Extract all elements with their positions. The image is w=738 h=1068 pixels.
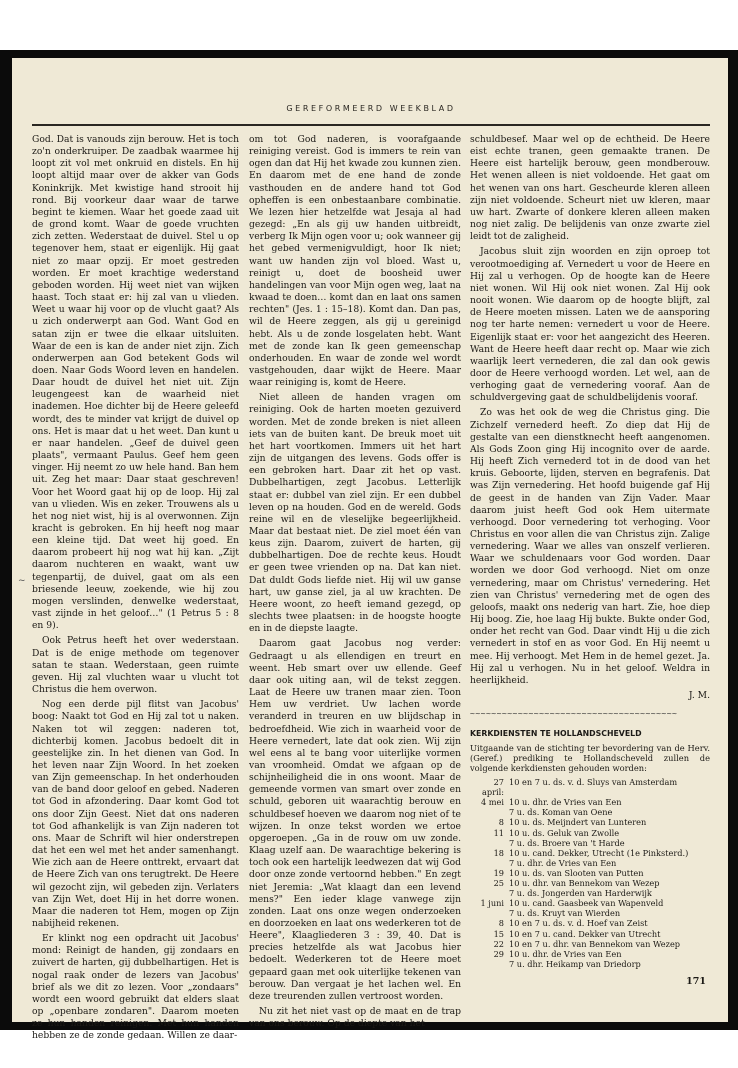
service-schedule [470, 777, 710, 969]
page-header: GEREFORMEERD WEEKBLAD [286, 104, 456, 113]
schedule-lines [509, 939, 710, 949]
schedule-row [470, 878, 710, 898]
schedule-date: 1 juni [480, 898, 504, 909]
paragraph: Zo was het ook de weg die Christus ging. Die Zichzelf vernederd heeft. Zo diep dat Hij de gestalte van een dienstknecht heeft aangenomen. Als Gods Zoon ging Hij incognito over de aarde. Hij heeft Zich vernederd tot in de dood van het kruis. Geboorte, lijden, sterven en begrafenis. Dat was Zijn vernedering. Het hoofd buigende gaf Hij de geest in de handen van Zijn Vader. Maar daarom juist heeft God ook Hem uitermate verhoogd. Door vernedering tot verhoging. Voor Christus en voor allen die van Christus zijn. Zalige vernedering. Waar we alles van onszelf verlieren. Waar we schuldenaars voor God worden. Daar worden we door God verhoogd. Niet om onze vernedering, maar om Christus' vernedering. Het zien van Christus' vernedering met de ogen des geloofs, maakt ons nederig van hart. Zie, hoe diep Hij boog. Zie, hoe laag Hij bukte. Bukte onder God, onder het recht van God. Daar vindt Hij u die zich vernedert in stof en as voor God. En Hij neemt u mee. Hij verhoogt. Met Hem in de hemel gezet. Ja. Hij zal u verhogen. Nu in het geloof. Weldra in heerlijkheid. [470, 407, 710, 686]
margin-mark: ~ [18, 576, 26, 586]
paragraph: Ook Petrus heeft het over wederstaan. Dat is de enige methode om tegenover satan te staan. Wederstaan, geen ruimte geven. Hij zal vluchten waar u vlucht tot Christus die hem overwon. [32, 635, 239, 696]
schedule-entry: 10 u. cand. Gaasbeek van Wapenveld [509, 898, 664, 909]
schedule-row [470, 929, 710, 939]
schedule-date: 8 [498, 918, 504, 929]
author-signature: J. M. [688, 690, 710, 702]
paragraph: God. Dat is vanouds zijn berouw. Het is toch zo'n onderkruiper. De zaadbak waarmee hij loopt zit vol met onkruid en distels. En hij loopt altijd maar over de akker van Gods Koninkrijk. Met kwistige hand strooit hij rond. Bij voorkeur daar waar de tarwe begint te kiemen. Waar het goede zaad uit de grond komt. Waar de goede vruchten zich zetten. Wederstaat de duivel. Stel u op tegenover hem, staat er eigenlijk. Hij gaat niet zo maar opzij. Er moet gestreden worden. Er moet krachtige wederstand geboden worden. Hij weet niet van wijken haast. Toch staat er: hij zal van u vlieden. Weet u waar hij voor op de vlucht gaat? Als u zich onderwerpt aan God. Want God en satan zijn er twee die elkaar uitsluiten. Waar de een is kan de ander niet zijn. Zich onderwerpen aan God betekent Gods wil doen. Naar Gods Woord leven en handelen. Daar houdt de duivel het niet uit. Zijn leugengeest kan de waarheid niet inademen. Hoe dichter bij de Heere geleefd wordt, des te minder vat krijgt de duivel op ons. Het is maar dat u het weet. Dan kunt u er naar handelen. „Geef de duivel geen plaats", vermaant Paulus. Geef hem geen vinger. Hij neemt zo uw hele hand. Ban hem uit. Zeg het maar: Daar staat geschreven! Voor het Woord gaat hij op de loop. Hij zal van u vlieden. Wis en zeker. Trouwens als u het nog niet wist, hij is al overwonnen. Zijn kracht is gebroken. En hij heeft nog maar een kleine tijd. Dat weet hij goed. En daarom probeert hij nog wat hij kan. „Zijt daarom nuchteren en waakt, want uw tegenpartij, de duivel, gaat om als een briesende leeuw, zoekende, wie hij zou mogen verslinden, denwelke wederstaat, vast zijnde in het geloof…" (1 Petrus 5 : 8 en 9). [32, 134, 239, 632]
paragraph: Nu zit het niet vast op de maat en de trap van ons berouw. Op de diepte van het [249, 1006, 461, 1030]
schedule-date: 8 [498, 817, 504, 828]
schedule-entry: 7 u. ds. Broere van 't Harde [509, 837, 625, 848]
schedule-lines [509, 797, 710, 817]
notice-intro: Uitgaande van de stichting ter bevordering van de Herv. (Geref.) prediking te Hollandscheveld zullen de volgende kerkdiensten gehouden worden: [470, 742, 710, 773]
schedule-date: 22 [493, 938, 504, 949]
schedule-lines [509, 828, 710, 848]
schedule-date: 27 april: [481, 777, 504, 798]
schedule-date: 19 [493, 867, 504, 878]
ornamental-divider: ~~~~~~~~~~~~~~~~~~~~~~~~~~~~~~~~~~~~~~~ [470, 709, 678, 719]
schedule-date: 25 [493, 878, 504, 889]
page-number: 171 [686, 976, 706, 987]
column-3 [470, 134, 710, 969]
schedule-row [470, 918, 710, 928]
schedule-row [470, 949, 710, 969]
schedule-row [470, 777, 710, 797]
schedule-entry: 7 u. ds. Kruyt van Wierden [509, 908, 621, 919]
schedule-date: 29 [493, 948, 504, 959]
schedule-row [470, 939, 710, 949]
schedule-entry: 10 u. ds. van Slooten van Putten [509, 867, 644, 878]
schedule-entry: 7 u. dhr. de Vries van Een [509, 857, 617, 868]
schedule-entry: 10 u. ds. Meijndert van Lunteren [509, 817, 647, 828]
paragraph: Daarom gaat Jacobus nog verder: Gedraagt u als ellendigen en treurt en weent. Heb smart over uw ellende. Geef daar ook uiting aan, wil de tekst zeggen. Laat de Heere uw tranen maar zien. Toon Hem uw verdriet. Uw lachen worde veranderd in treuren en uw blijdschap in bedroefdheid. Wie zich in waarheid voor de Heere vernedert, late dat ook zien. Wij zijn wel eens al te bang voor uiterlijke vormen van vroomheid. Omdat we afgaan op de schijnheiligheid die in ons woont. Maar de gemeende vormen van smart over zonde en schuld, geboren uit waarachtig berouw en schuldbesef hoeven we daarom nog niet of te wijzen. In onze tekst worden we ertoe opgeroepen. „Ga in de rouw om uw zonde. Klaag uzelf aan. De waarachtige bekering is toch ook een hartelijk leedwezen dat wij God door onze zonde vertoornd hebben." En zegt niet Jeremia: „Wat klaagt dan een levend mens?" Een ieder klage vanwege zijn zonden. Laat ons onze wegen onderzoeken en doorzoeken en laat ons wederkeren tot de Heere", Klaagliederen 3 : 39, 40. Dat is precies hetzelfde als wat Jacobus hier bedoelt. Wederkeren tot de Heere moet gepaard gaan met ook uiterlijke tekenen van berouw. Dan vergaat je het lachen wel. En deze treurenden zullen vertroost worden. [249, 638, 461, 1002]
schedule-date: 18 [493, 847, 504, 858]
schedule-entry: 7 u. ds. Koman van Oene [509, 807, 613, 818]
schedule-date: 11 [493, 827, 504, 838]
schedule-lines [509, 878, 710, 898]
schedule-lines [509, 777, 710, 797]
schedule-date: 4 mei [480, 797, 504, 808]
magazine-page [12, 58, 728, 1042]
schedule-entry: 10 u. dhr. van Bennekom van Wezep [509, 878, 660, 889]
header-rule [32, 124, 710, 126]
schedule-row [470, 848, 710, 868]
paragraph: Nog een derde pijl flitst van Jacobus' boog: Naakt tot God en Hij zal tot u naken. Naken tot wil zeggen: naderen tot, dichterbij komen. Jacobus bedoelt dit in geestelijke zin. In het dienen van God. In het leven naar Zijn Woord. In het zoeken van Zijn gemeenschap. In het onderhouden van de band door geloof en gebed. Naderen tot God in afzondering. Daar komt God tot ons door Zijn Geest. Niet dat ons naderen tot God afhankelijk is van Zijn naderen tot ons. Maar de Schrift wil hier onderstrepen dat het een wel met het ander samenhangt. Wie zich aan de Heere onttrekt, ervaart dat de Heere Zich van ons terugtrekt. De Heere wil gezocht zijn, wil gebeden zijn. Verlaters van Zijn Wet, doet Hij in het dorre wonen. Maar die naderen tot Hem, mogen op Zijn nabijheid rekenen. [32, 699, 239, 929]
schedule-entry: 10 en 7 u. ds. v. d. Sluys van Amsterdam [509, 777, 678, 788]
schedule-entry: 7 u. ds. Jongerden van Harderwijk [509, 888, 652, 899]
schedule-lines [509, 949, 710, 969]
schedule-entry: 10 en 7 u. dhr. van Bennekom van Wezep [509, 938, 681, 949]
schedule-row [470, 898, 710, 918]
schedule-entry: 10 u. cand. Dekker, Utrecht (1e Pinksterd.) [509, 847, 689, 858]
notice-title: KERKDIENSTEN TE HOLLANDSCHEVELD [470, 729, 642, 739]
paragraph: om tot God naderen, is voorafgaande reiniging vereist. God is immers te rein van ogen dan dat Hij het kwade zou kunnen zien. En daarom met de ene hand de zonde vasthouden en de andere hand tot God opheffen is een onbestaanbare combinatie. We lezen hier hetzelfde wat Jesaja al had gezegd: „En als gij uw handen uitbreidt, verberg Ik Mijn ogen voor u; ook wanneer gij het gebed vermenigvuldigt, hoor Ik niet; want uw handen zijn vol bloed. Wast u, reinigt u, doet de boosheid uwer handelingen van voor Mijn ogen weg, laat na kwaad te doen… komt dan en laat ons samen rechten" (Jes. 1 : 15–18). Komt dan. Dan pas, wil de Heere zeggen, als gij u gereinigd hebt. Als u de zonde losgelaten hebt. Want met de zonde kan Ik geen gemeenschap onderhouden. En waar de zonde wel wordt vastgehouden, daar wijkt de Heere. Maar waar reiniging is, komt de Heere. [249, 134, 461, 389]
schedule-entry: 10 en 7 u. ds. v. d. Hoef van Zeist [509, 918, 648, 929]
schedule-lines [509, 817, 710, 827]
schedule-entry: 7 u. dhr. Heikamp van Driedorp [509, 958, 641, 969]
column-2 [249, 134, 461, 1033]
schedule-lines [509, 918, 710, 928]
schedule-lines [509, 848, 710, 868]
schedule-date: 15 [493, 928, 504, 939]
schedule-entry: 10 u. dhr. de Vries van Een [509, 948, 622, 959]
paragraph: Er klinkt nog een opdracht uit Jacobus' mond: Reinigt de handen, gij zondaars en zuivert de harten, gij dubbelhartigen. Het is nogal raak onder de lezers van Jacobus' brief als we dit zo lezen. Voor „zondaars" wordt een woord gebruikt dat elders slaat op „openbare zondaren". Daarom moeten ze hun handen reinigen. Met hun handen hebben ze de zonde gedaan. Willen ze daar- [32, 933, 239, 1042]
schedule-row [470, 868, 710, 878]
schedule-row [470, 817, 710, 827]
paragraph: schuldbesef. Maar wel op de echtheid. De Heere eist echte tranen, geen gemaakte tranen. De Heere eist hartelijk berouw, geen mondberouw. Het wenen alleen is niet voldoende. Het gaat om het wenen van ons hart. Gescheurde kleren alleen zijn niet voldoende. Scheurt niet uw kleren, maar uw hart. Zwarte of donkere kleren alleen maken nog niet zalig. De belijdenis van onze zwarte ziel leidt tot de zaligheid. [470, 134, 710, 243]
schedule-row [470, 828, 710, 848]
schedule-entry: 10 u. ds. Geluk van Zwolle [509, 827, 620, 838]
schedule-entry: 10 u. dhr. de Vries van Een [509, 797, 622, 808]
schedule-row [470, 797, 710, 817]
schedule-lines [509, 929, 710, 939]
schedule-lines [509, 868, 710, 878]
schedule-lines [509, 898, 710, 918]
schedule-entry: 10 en 7 u. cand. Dekker van Utrecht [509, 928, 661, 939]
paragraph: Jacobus sluit zijn woorden en zijn oproep tot verootmoediging af. Vernedert u voor de Heere en Hij zal u verhogen. Op de hoogte kan de Heere niet wonen. Wil Hij ook niet wonen. Zal Hij ook nooit wonen. Wie daarom op de hoogte blijft, zal de Heere moeten missen. Laten we de aansporing nog ter harte nemen: vernedert u voor de Heere. Eigenlijk staat er: voor het aangezicht des Heeren. Want de Heere heeft daar recht op. Maar wie zich waarlijk leert vernederen, die zal dan ook gewis door de Heere verhoogd worden. Let wel, aan de verhoging gaat de vernedering vooraf. Aan de schuldvergeving gaat de schuldbelijdenis vooraf. [470, 246, 710, 404]
paragraph: Niet alleen de handen vragen om reiniging. Ook de harten moeten gezuiverd worden. Met de zonde breken is niet alleen iets van de buiten kant. De breuk moet uit het hart voortkomen. Immers uit het hart zijn de uitgangen des levens. Gods offer is een gebroken hart. Daar zit het op vast. Dubbelhartigen, zegt Jacobus. Letterlijk staat er: dubbel van ziel zijn. Er een dubbel leven op na houden. God en de wereld. Gods reine wil en de vleselijke begeerlijkheid. Maar dat bestaat niet. De ziel moet één van keus zijn. Daarom, zuivert de harten, gij dubbelhartigen. Doe de rechte keus. Houdt er geen twee vrienden op na. Dat kan niet. Dat duldt Gods liefde niet. Hij wil uw ganse hart, uw ganse ziel, ja al uw krachten. De Heere woont, zo heeft iemand gezegd, op slechts twee plaatsen: in de hoogste hoogte en in de diepste laagte. [249, 392, 461, 635]
column-1 [32, 134, 239, 1046]
